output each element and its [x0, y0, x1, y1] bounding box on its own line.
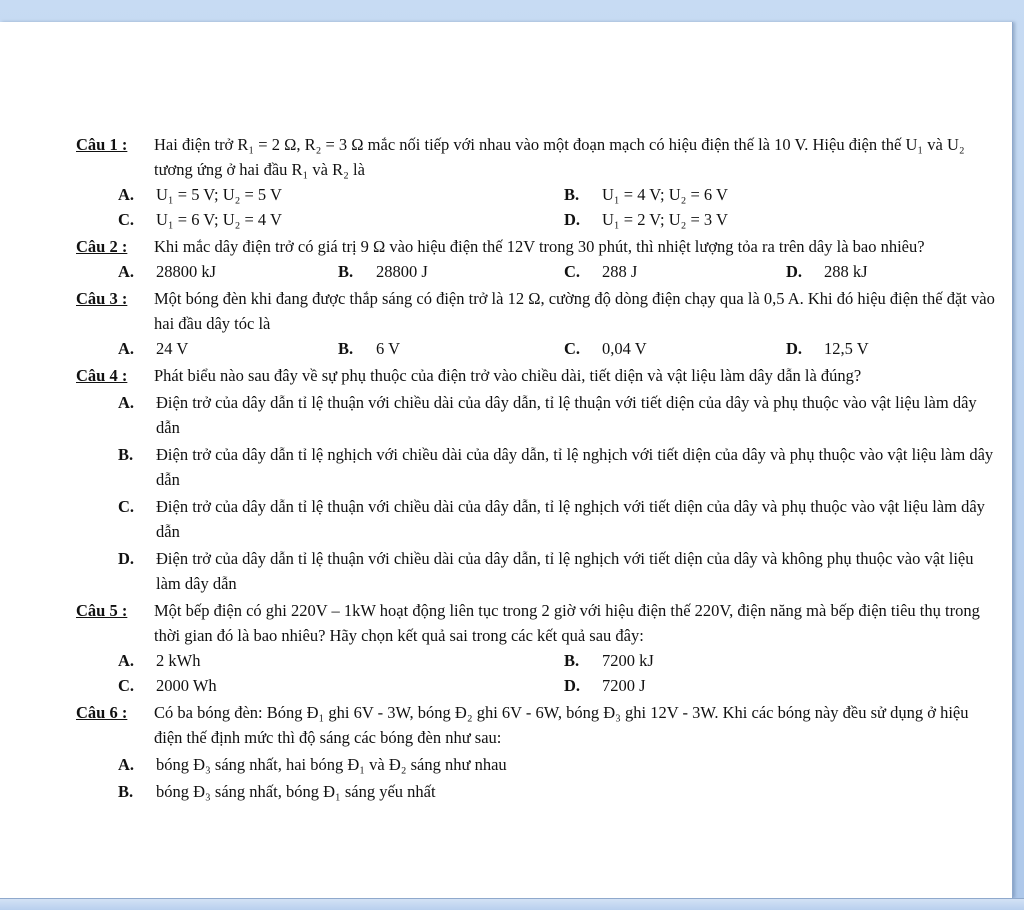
question-label: Câu 5 : [76, 601, 128, 620]
question-label: Câu 2 : [76, 237, 128, 256]
question-text: Khi mắc dây điện trở có giá trị 9 Ω vào hiệu điện thế 12V trong 30 phút, thì nhiệt lượng tỏa ra trên dây là bao nhiêu? [154, 237, 925, 256]
option-b: B. 6 V [338, 339, 400, 358]
question-label: Câu 1 : [76, 135, 128, 154]
option-a: A. 24 V [118, 339, 189, 358]
question-3 [76, 286, 996, 336]
options-row [76, 207, 996, 232]
question-6 [76, 700, 996, 750]
question-label: Câu 6 : [76, 703, 128, 722]
option-b: B. 28800 J [338, 262, 428, 281]
option-a: A. bóng Đ₃ sáng nhất, hai bóng Đ₁ và Đ₂ sáng như nhau [118, 755, 507, 774]
question-text: Một bóng đèn khi đang được thắp sáng có điện trở là 12 Ω, cường độ dòng điện chạy qua là 0,5 A. Khi đó hiệu điện thế đặt vào hai đầu dây tóc là [154, 289, 995, 333]
option-b: B. U₁ = 4 V; U₂ = 6 V [564, 185, 728, 204]
option-b: B. 7200 kJ [564, 651, 654, 670]
option-a: A. 28800 kJ [118, 262, 217, 281]
option-c: C. Điện trở của dây dẫn tỉ lệ thuận với chiều dài của dây dẫn, tỉ lệ nghịch với tiết diện của dây và phụ thuộc vào vật liệu làm dây dẫn [118, 497, 985, 541]
option-c: C. 288 J [564, 262, 638, 281]
option-c: C. U₁ = 6 V; U₂ = 4 V [118, 210, 282, 229]
option-c: C. 2000 Wh [118, 676, 217, 695]
options-row [76, 182, 996, 207]
option-d: D. U₁ = 2 V; U₂ = 3 V [564, 210, 728, 229]
document-page [0, 22, 1013, 898]
option-a: A. Điện trở của dây dẫn tỉ lệ thuận với chiều dài của dây dẫn, tỉ lệ thuận với tiết diện của dây và phụ thuộc vào vật liệu làm dây dẫn [118, 393, 977, 437]
question-text: Một bếp điện có ghi 220V – 1kW hoạt động liên tục trong 2 giờ với hiệu điện thế 220V, điện năng mà bếp điện tiêu thụ trong thời gian đó là bao nhiêu? Hãy chọn kết quả sai trong các kết quả sau đây: [154, 601, 980, 645]
question-2 [76, 234, 996, 259]
question-text: Có ba bóng đèn: Bóng Đ₁ ghi 6V - 3W, bóng Đ₂ ghi 6V - 6W, bóng Đ₃ ghi 12V - 3W. Khi các bóng này đều sử dụng ở hiệu điện thế định mức thì độ sáng các bóng đèn như sau: [154, 703, 969, 747]
option-c: C. 0,04 V [564, 339, 647, 358]
option-a: A. 2 kWh [118, 651, 201, 670]
option-d: D. Điện trở của dây dẫn tỉ lệ thuận với chiều dài của dây dẫn, tỉ lệ nghịch với tiết diện của dây và không phụ thuộc vào vật liệu làm dây dẫn [118, 549, 974, 593]
question-1 [76, 132, 996, 182]
status-bar [0, 898, 1024, 910]
question-label: Câu 4 : [76, 366, 128, 385]
question-4 [76, 363, 996, 388]
option-b: B. bóng Đ₃ sáng nhất, bóng Đ₁ sáng yếu nhất [118, 782, 436, 801]
options-row [76, 673, 996, 698]
question-5 [76, 598, 996, 648]
options-row [76, 336, 996, 361]
question-text: Hai điện trở R₁ = 2 Ω, R₂ = 3 Ω mắc nối tiếp với nhau vào một đoạn mạch có hiệu điện thế là 10 V. Hiệu điện thế U₁ và U₂ tương ứng ở hai đầu R₁ và R₂ là [154, 135, 965, 179]
option-b: B. Điện trở của dây dẫn tỉ lệ nghịch với chiều dài của dây dẫn, tỉ lệ nghịch với tiết diện của dây và phụ thuộc vào vật liệu làm dây dẫn [118, 445, 994, 489]
option-d: D. 12,5 V [786, 339, 869, 358]
option-d: D. 288 kJ [786, 262, 868, 281]
exam-content [76, 130, 996, 804]
options-row [76, 648, 996, 673]
option-a: A. U₁ = 5 V; U₂ = 5 V [118, 185, 282, 204]
question-text: Phát biểu nào sau đây về sự phụ thuộc của điện trở vào chiều dài, tiết diện và vật liệu làm dây dẫn là đúng? [154, 366, 862, 385]
question-label: Câu 3 : [76, 289, 128, 308]
option-d: D. 7200 J [564, 676, 646, 695]
options-row [76, 259, 996, 284]
